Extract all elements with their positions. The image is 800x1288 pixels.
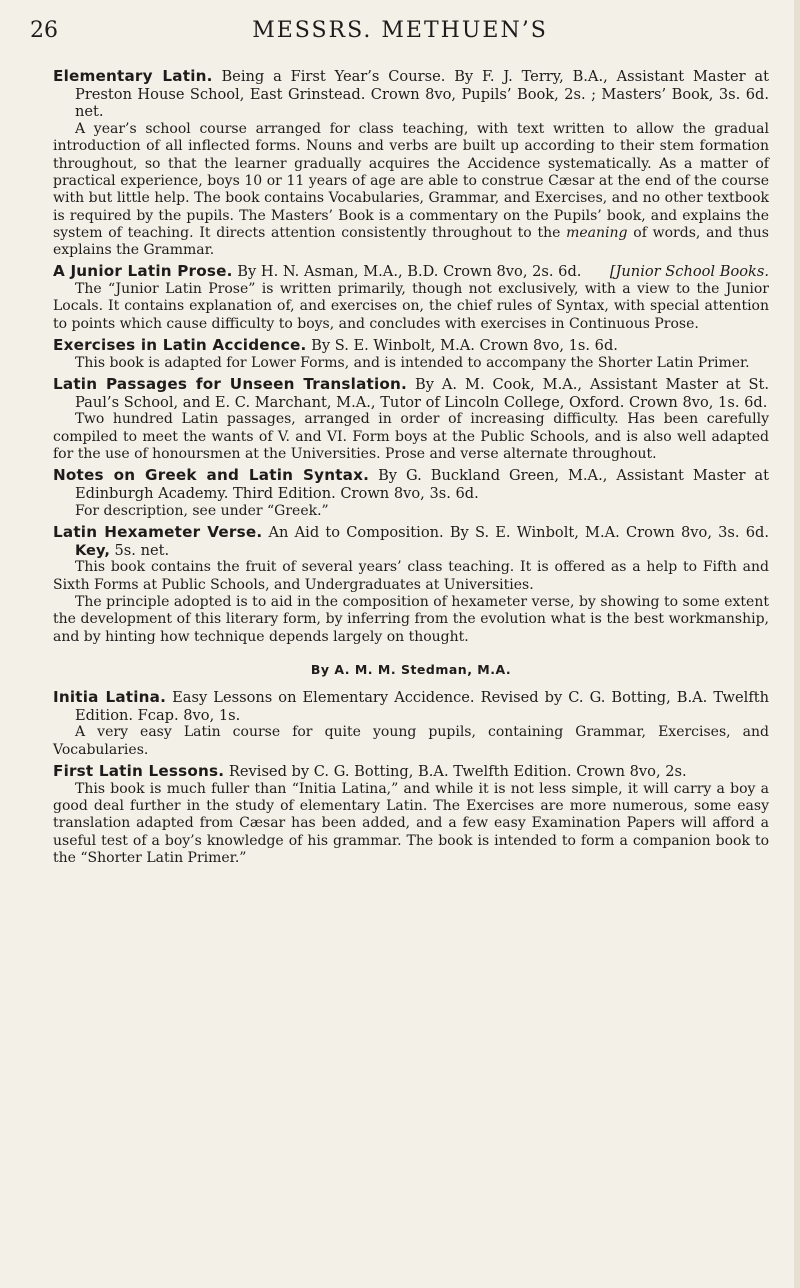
entry-header xyxy=(53,524,769,559)
entry-title: Latin Hexameter Verse. xyxy=(53,523,263,542)
entry-latin-hexameter xyxy=(53,524,769,646)
entry-details: Being a First Year’s Course. By F. J. Terry, B.A., Assistant Master at Preston House School, East Grinstead. Crown 8vo, Pupils’ Book, 2s. ; Masters’ Book, 3s. 6d. net. xyxy=(75,68,769,121)
entry-title: Exercises in Latin Accidence. xyxy=(53,336,307,355)
entry-details: By H. N. Asman, M.A., B.D. Crown 8vo, 2s. 6d. xyxy=(237,263,582,281)
page-edge xyxy=(794,0,800,1288)
entry-header xyxy=(53,689,769,724)
entry-header xyxy=(53,68,769,121)
entry-details: By A. M. Cook, M.A., Assistant Master at St. Paul’s School, and E. C. Marchant, M.A., Tutor of Lincoln College, Oxford. Crown 8vo, 1s. 6d. xyxy=(75,376,770,411)
entry-description: This book contains the fruit of several years’ class teaching. It is offered as a help to Fifth and Sixth Forms at Public Schools, and Undergraduates at Universities. xyxy=(53,559,769,593)
key-label: Key, xyxy=(75,541,110,559)
entry-header xyxy=(53,763,769,781)
entry-details: Revised by C. G. Botting, B.A. Twelfth Edition. Crown 8vo, 2s. xyxy=(228,762,687,780)
running-head-title: MESSRS. METHUEN’S xyxy=(252,18,548,43)
entry-description: For description, see under “Greek.” xyxy=(75,502,329,519)
entry-details: By G. Buckland Green, M.A., Assistant Master at Edinburgh Academy. Third Edition. Crown 8vo, 3s. 6d. xyxy=(75,467,769,503)
author-subheading: By A. M. M. Stedman, M.A. xyxy=(310,661,512,677)
entry-header xyxy=(53,376,769,411)
entry-header xyxy=(53,467,769,502)
catalogue-content xyxy=(53,68,769,871)
entry-elementary-latin xyxy=(53,68,769,259)
entry-details: An Aid to Composition. By S. E. Winbolt, M.A. Crown 8vo, 3s. 6d. xyxy=(268,524,770,542)
page-number: 26 xyxy=(30,18,58,43)
entry-description: Two hundred Latin passages, arranged in order of increasing difficulty. Has been carefully compiled to meet the wants of V. and VI. Form boys at the Public Schools, and is also well adapted for the use of honoursmen at the Universities. Prose and verse alternate throughout. xyxy=(53,411,769,463)
running-head xyxy=(30,18,770,50)
entry-title: Latin Passages for Unseen Translation. xyxy=(53,375,408,394)
entry-unseen-translation xyxy=(53,376,769,463)
entry-junior-latin-prose xyxy=(53,263,769,333)
key-price: 5s. net. xyxy=(114,541,170,559)
entry-description: A very easy Latin course for quite young pupils, containing Grammar, Exercises, and Vocabularies. xyxy=(53,724,769,758)
entry-title: Notes on Greek and Latin Syntax. xyxy=(53,466,370,485)
entry-first-latin-lessons xyxy=(53,763,769,867)
entry-title: First Latin Lessons. xyxy=(53,761,225,780)
entry-details: By S. E. Winbolt, M.A. Crown 8vo, 1s. 6d. xyxy=(311,337,618,355)
entry-header xyxy=(53,337,769,355)
series-name: [Junior School Books. xyxy=(609,263,769,281)
entry-header xyxy=(53,263,769,281)
entry-greek-latin-syntax xyxy=(53,467,769,520)
entry-title: A Junior Latin Prose. xyxy=(53,262,233,281)
entry-description: This book is adapted for Lower Forms, and is intended to accompany the Shorter Latin Primer. xyxy=(75,354,750,371)
entry-title: Elementary Latin. xyxy=(53,67,213,85)
entry-latin-accidence xyxy=(53,337,769,372)
entry-description: The “Junior Latin Prose” is written primarily, though not exclusively, with a view to the Junior Locals. It contains explanation of, and exercises on, the chief rules of Syntax, with special attention to points which cause difficulty to boys, and concludes with exercises in Continuous Prose. xyxy=(53,281,769,332)
entry-initia-latina xyxy=(53,689,769,759)
entry-description: This book is much fuller than “Initia Latina,” and while it is not less simple, it will carry a boy a good deal further in the study of elementary Latin. The Exercises are more numerous, some easy translation adapted from Cæsar has been added, and a few easy Examination Papers will afford a useful test of a boy’s knowledge of his grammar. The book is intended to form a companion book to the “Shorter Latin Primer.” xyxy=(53,780,769,866)
entry-title: Initia Latina. xyxy=(53,687,167,706)
entry-description-2: The principle adopted is to aid in the composition of hexameter verse, by showing to some extent the development of this literary form, by inferring from the evolution what is the best workmanship, and by hinting how technique depends largely on thought. xyxy=(53,594,769,645)
entry-description: A year’s school course arranged for class teaching, with text written to allow the gradual introduction of all inflected forms. Nouns and verbs are built up according to their stem formation throughout, so that the learner gradually acquires the Accidence systematically. As a matter of practical experience, boys 10 or 11 years of age are able to construe Cæsar at the end of the course with but little help. The book contains Vocabularies, Grammar, and Exercises, and no other textbook is required by the pupils. The Masters’ Book is a commentary on the Pupils’ book, and explains the system of teaching. It directs attention consistently throughout to the meaning of words, and thus explains the Grammar. xyxy=(53,121,769,259)
entry-details: Easy Lessons on Elementary Accidence. Revised by C. G. Botting, B.A. Twelfth Edition. Fcap. 8vo, 1s. xyxy=(75,688,770,724)
